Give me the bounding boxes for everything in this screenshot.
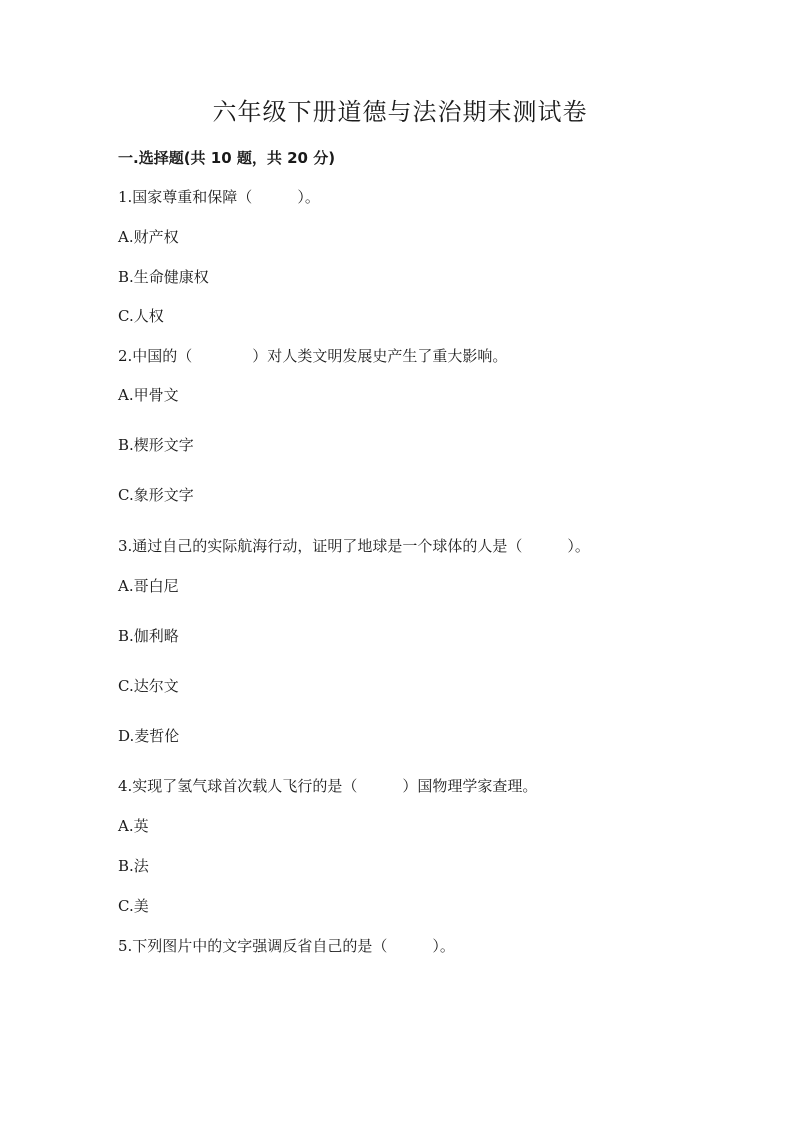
answer-option: A.甲骨文 (118, 386, 179, 404)
answer-option: C.达尔文 (118, 677, 179, 695)
question-stem: 1.国家尊重和保障（ ）。 (118, 188, 320, 206)
question-stem: 3.通过自己的实际航海行动，证明了地球是一个球体的人是（ ）。 (118, 537, 590, 555)
answer-option: C.象形文字 (118, 486, 194, 504)
question-stem: 2.中国的（ ）对人类文明发展史产生了重大影响。 (118, 347, 508, 365)
question-stem: 4.实现了氢气球首次载人飞行的是（ ）国物理学家查理。 (118, 777, 538, 795)
answer-option: D.麦哲伦 (118, 727, 180, 745)
answer-option: A.英 (118, 817, 149, 835)
answer-option: A.财产权 (118, 228, 179, 246)
page-title: 六年级下册道德与法治期末测试卷 (212, 98, 588, 126)
section-heading: 一.选择题(共 10 题，共 20 分) (118, 149, 336, 167)
answer-option: A.哥白尼 (118, 577, 179, 595)
answer-option: C.美 (118, 897, 149, 915)
answer-option: B.法 (118, 857, 149, 875)
answer-option: B.楔形文字 (118, 436, 194, 454)
answer-option: C.人权 (118, 307, 164, 325)
answer-option: B.伽利略 (118, 627, 179, 645)
question-stem: 5.下列图片中的文字强调反省自己的是（ ）。 (118, 937, 455, 955)
answer-option: B.生命健康权 (118, 268, 209, 286)
